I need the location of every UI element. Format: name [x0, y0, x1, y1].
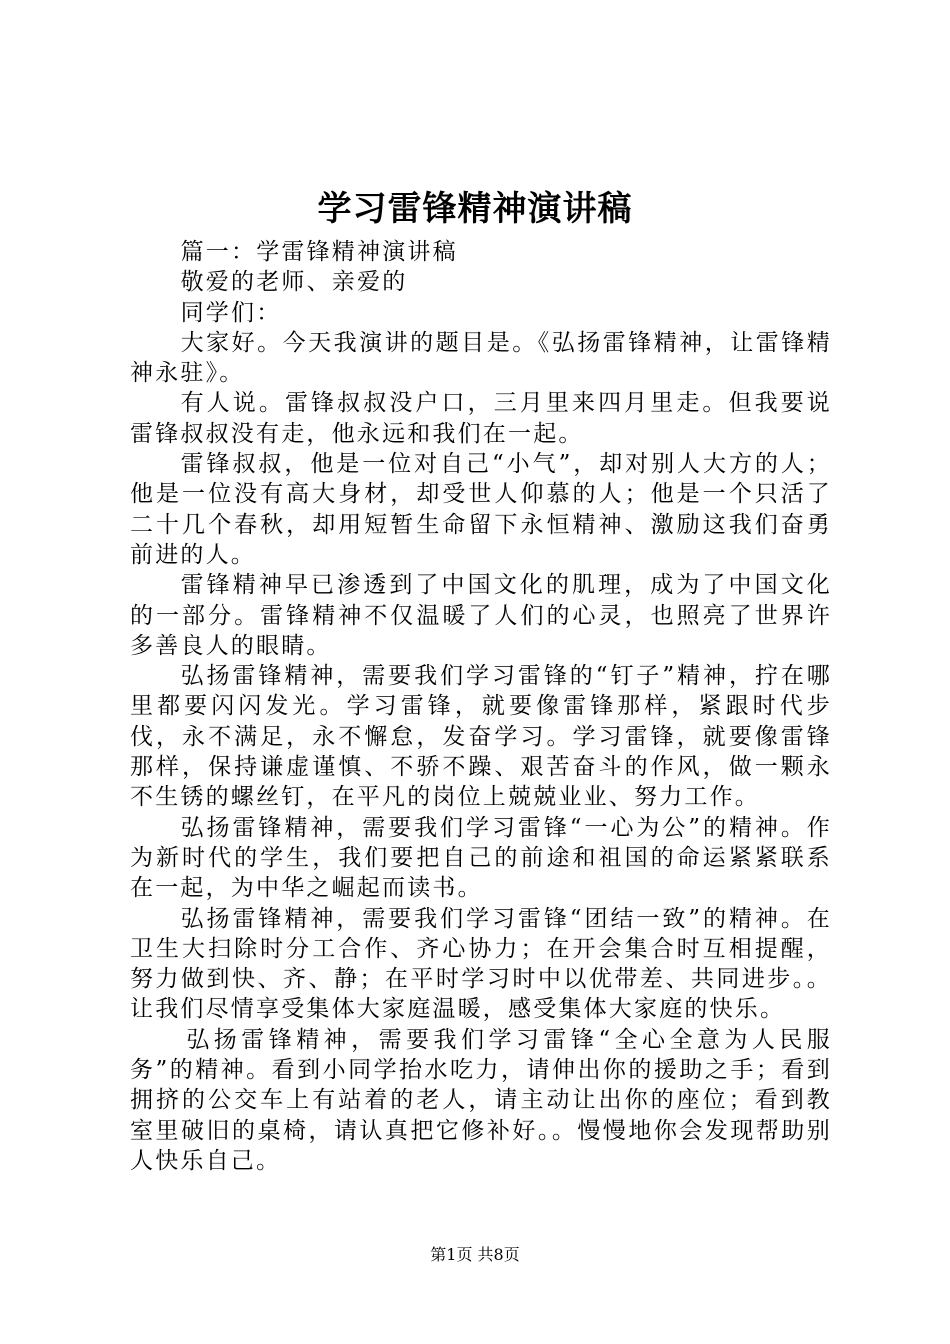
- body-paragraph: 弘扬雷锋精神，需要我们学习雷锋“一心为公”的精神。作为新时代的学生，我们要把自己的前途和祖国的命运紧紧联系在一起，为中华之崛起而读书。: [130, 814, 832, 902]
- body-paragraph: 弘扬雷锋精神，需要我们学习雷锋的“钉子”精神，拧在哪里都要闪闪发光。学习雷锋，就要像雷锋那样，紧跟时代步伐，永不满足，永不懈怠，发奋学习。学习雷锋，就要像雷锋那样，保持谦虚谨慎、不骄不躁、艰苦奋斗的作风，做一颗永不生锈的螺丝钉，在平凡的岗位上兢兢业业、努力工作。: [130, 663, 832, 811]
- body-paragraph: 敬爱的老师、亲爱的: [180, 269, 408, 296]
- body-paragraph: 有人说。雷锋叔叔没户口，三月里来四月里走。但我要说雷锋叔叔没有走，他永远和我们在一起。: [130, 390, 832, 447]
- body-paragraph: 大家好。今天我演讲的题目是。《弘扬雷锋精神，让雷锋精神永驻》。: [130, 329, 832, 387]
- body-paragraph: 雷锋精神早已渗透到了中国文化的肌理，成为了中国文化的一部分。雷锋精神不仅温暖了人们的心灵，也照亮了世界许多善良人的眼睛。: [130, 572, 832, 659]
- document-title: 学习雷锋精神演讲稿: [317, 189, 633, 229]
- document-body: [130, 237, 832, 1176]
- body-paragraph: 雷锋叔叔，他是一位对自己“小气”，却对别人大方的人；他是一位没有高大身材，却受世人仰慕的人；他是一个只活了二十几个春秋，却用短暂生命留下永恒精神、激励这我们奋勇前进的人。: [130, 451, 832, 568]
- body-paragraph: 篇一：学雷锋精神演讲稿: [180, 239, 458, 265]
- body-paragraph: 弘扬雷锋精神，需要我们学习雷锋“团结一致”的精神。在卫生大扫除时分工合作、齐心协力；在开会集合时互相提醒，努力做到快、齐、静；在平时学习时中以优带差、共同进步。。让我们尽情享受集体大家庭温暖，感受集体大家庭的快乐。: [130, 905, 832, 1023]
- page-number-footer: 第1页 共8页: [430, 1245, 520, 1264]
- body-paragraph: 同学们：: [180, 299, 282, 326]
- body-paragraph: 弘扬雷锋精神，需要我们学习雷锋“全心全意为人民服务”的精神。看到小同学抬水吃力，请伸出你的援助之手；看到拥挤的公交车上有站着的老人，请主动让出你的座位；看到教室里破旧的桌椅，请认真把它修补好。。慢慢地你会发现帮助别人快乐自己。: [130, 1026, 832, 1174]
